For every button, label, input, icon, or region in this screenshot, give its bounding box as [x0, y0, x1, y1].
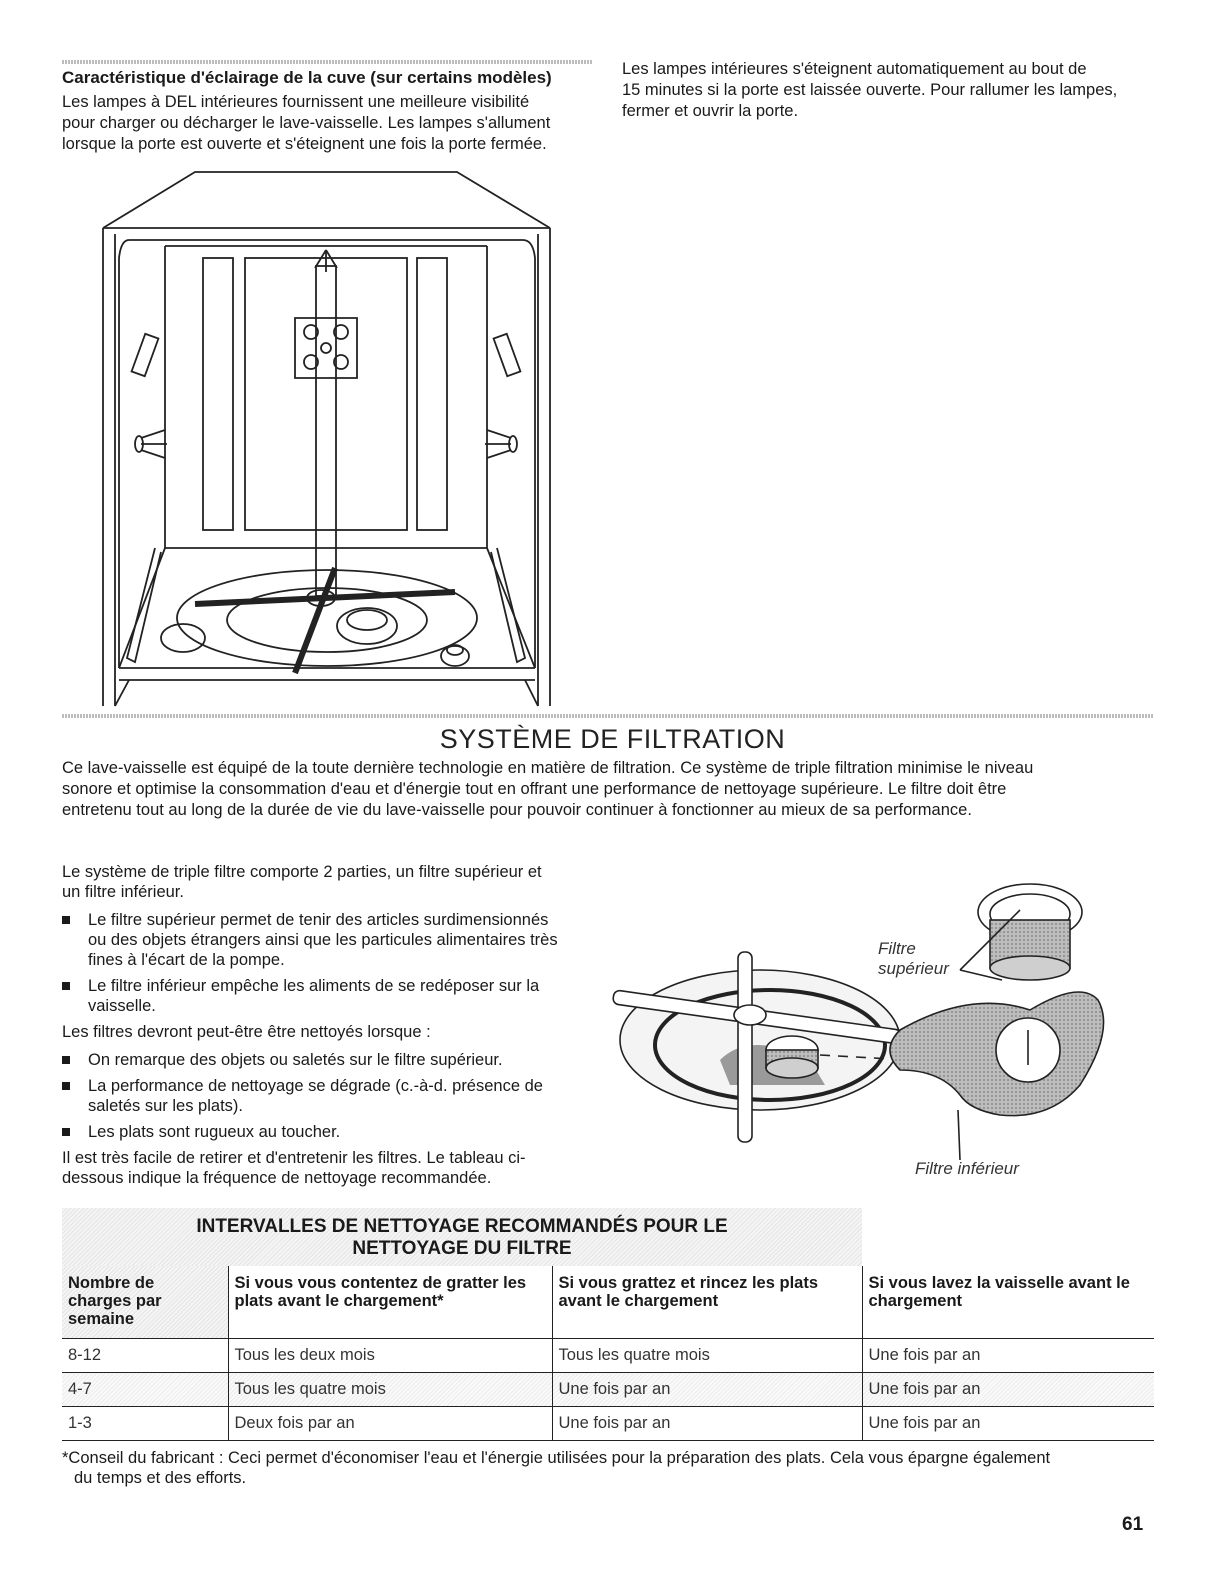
intro-line: Ce lave-vaisselle est équipé de la toute dernière technologie en matière de filtration. Ce système de triple filtration minimise le niveau: [62, 759, 1034, 777]
table-cell: Une fois par an: [862, 1373, 1154, 1407]
column-header: Si vous lavez la vaisselle avant le chargement: [862, 1266, 1154, 1339]
bullet-item: Le filtre supérieur permet de tenir des articles surdimensionnés ou des objets étrangers ainsi que les particules alimentaires très fines à l'écart de la pompe.: [62, 910, 562, 970]
bullet-item: La performance de nettoyage se dégrade (c.-à-d. présence de saletés sur les plats).: [62, 1076, 562, 1116]
footnote: [62, 1448, 1162, 1488]
table-title: [62, 1208, 862, 1266]
table-header-row: [62, 1266, 1154, 1339]
lighting-right-paragraph: [622, 59, 1162, 122]
lighting-right-line: 15 minutes si la porte est laissée ouverte. Pour rallumer les lampes,: [622, 81, 1118, 99]
page-number: 61: [1122, 1514, 1144, 1535]
table-title-line1: INTERVALLES DE NETTOYAGE RECOMMANDÉS POUR LE: [196, 1216, 728, 1237]
column-header: Si vous vous contentez de gratter les plats avant le chargement*: [228, 1266, 552, 1339]
intro-line: sonore et optimise la consommation d'eau et d'énergie tout en offrant une performance de nettoyage supérieure. Le filtre doit être: [62, 780, 1007, 798]
table-row: [62, 1339, 1154, 1373]
lighting-line: Les lampes à DEL intérieures fournissent une meilleure visibilité: [62, 93, 530, 111]
closing-text: Il est très facile de retirer et d'entretenir les filtres. Le tableau ci-dessous indique la fréquence de nettoyage recommandée.: [62, 1149, 526, 1187]
table-cell: Deux fois par an: [228, 1407, 552, 1441]
bullet-item: Les plats sont rugueux au toucher.: [62, 1122, 562, 1142]
upper-filter-label-1: Filtre: [878, 939, 916, 958]
column-header: Nombre de charges par semaine: [62, 1266, 228, 1339]
lighting-paragraph: [62, 92, 602, 155]
table-cell: 1-3: [62, 1407, 228, 1441]
lighting-line: pour charger ou décharger le lave-vaisselle. Les lampes s'allument: [62, 114, 551, 132]
section-divider: [62, 714, 1154, 718]
table-cell: Tous les quatre mois: [228, 1373, 552, 1407]
lighting-right-line: fermer et ouvrir la porte.: [622, 102, 799, 120]
filtration-details: [62, 862, 562, 1196]
table-cell: Une fois par an: [862, 1407, 1154, 1441]
table-row: [62, 1373, 1154, 1407]
table-title-line2: NETTOYAGE DU FILTRE: [352, 1238, 572, 1259]
lighting-right-line: Les lampes intérieures s'éteignent automatiquement au bout de: [622, 60, 1087, 78]
lighting-line: lorsque la porte est ouverte et s'éteignent une fois la porte fermée.: [62, 135, 547, 153]
bullet-item: Le filtre inférieur empêche les aliments de se redéposer sur la vaisselle.: [62, 976, 562, 1016]
table-cell: Une fois par an: [552, 1407, 862, 1441]
table-cell: Une fois par an: [862, 1339, 1154, 1373]
bullet-item: On remarque des objets ou saletés sur le filtre supérieur.: [62, 1050, 562, 1070]
footnote-line: du temps et des efforts.: [74, 1469, 247, 1487]
filtration-intro: [62, 758, 1162, 821]
filter-parts-text: Le système de triple filtre comporte 2 parties, un filtre supérieur et un filtre inférieur.: [62, 863, 542, 901]
column-header: Si vous grattez et rincez les plats avant le chargement: [552, 1266, 862, 1339]
lighting-heading: Caractéristique d'éclairage de la cuve (sur certains modèles): [62, 68, 552, 87]
dishwasher-tub-illustration: [95, 168, 555, 710]
table-cell: Tous les deux mois: [228, 1339, 552, 1373]
clean-when-text: Les filtres devront peut-être être nettoyés lorsque :: [62, 1023, 431, 1041]
table-cell: 8-12: [62, 1339, 228, 1373]
section-title: SYSTÈME DE FILTRATION: [439, 724, 786, 754]
upper-filter-label-2: supérieur: [878, 959, 949, 978]
table-row: [62, 1407, 1154, 1441]
table-cell: 4-7: [62, 1373, 228, 1407]
filter-diagram: [610, 870, 1120, 1190]
cleaning-interval-table: [62, 1266, 1154, 1441]
lower-filter-label: Filtre inférieur: [915, 1159, 1019, 1178]
top-divider: [62, 60, 592, 64]
intro-line: entretenu tout au long de la durée de vie du lave-vaisselle pour pouvoir continuer à fonctionner au mieux de sa performance.: [62, 801, 972, 819]
table-cell: Tous les quatre mois: [552, 1339, 862, 1373]
footnote-line: *Conseil du fabricant : Ceci permet d'économiser l'eau et l'énergie utilisées pour la préparation des plats. Cela vous épargne également: [62, 1449, 1051, 1467]
table-cell: Une fois par an: [552, 1373, 862, 1407]
